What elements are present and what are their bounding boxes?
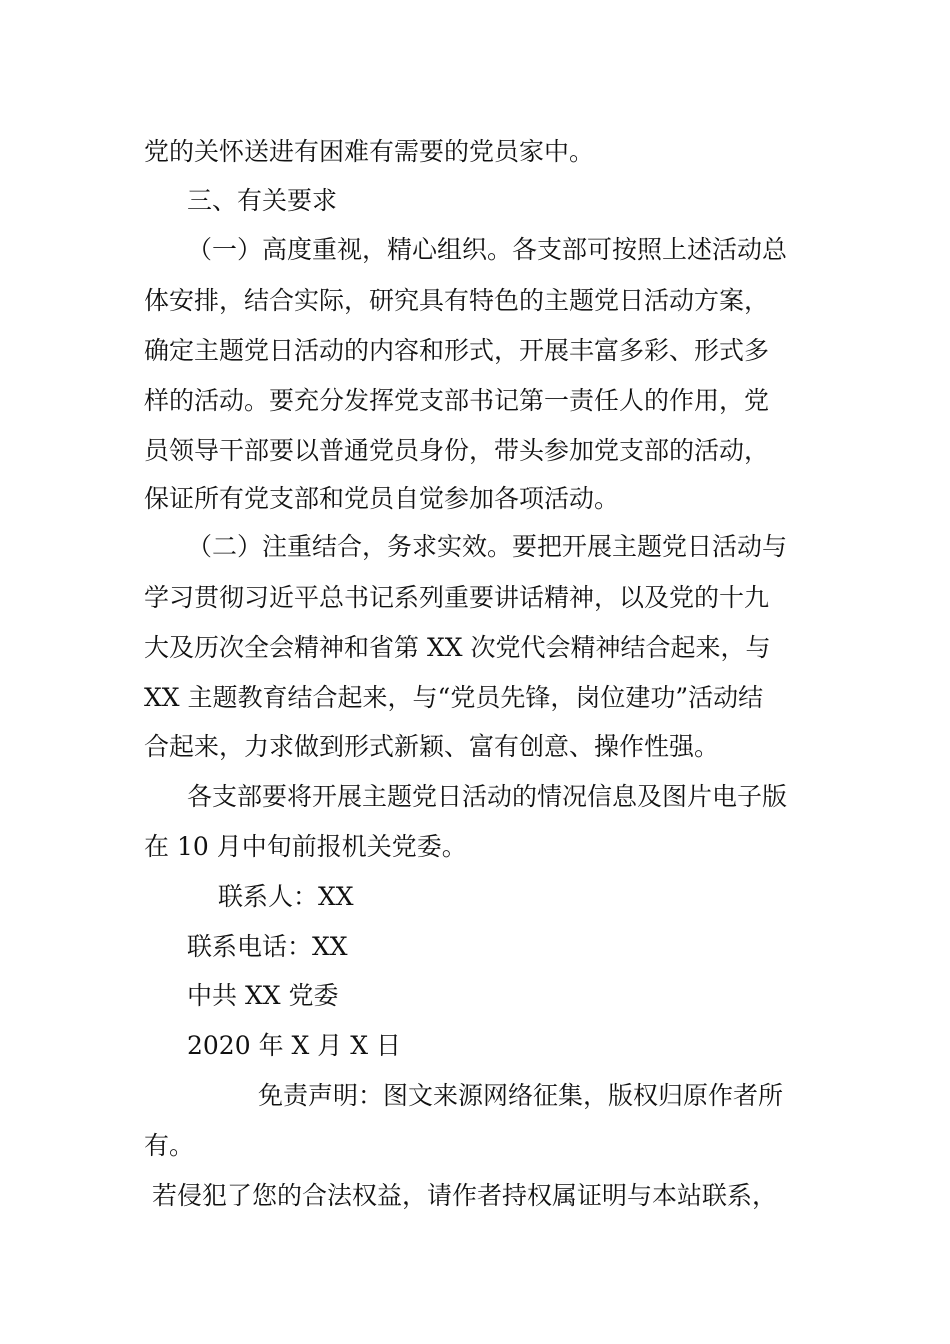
paragraph-line: XX 主题教育结合起来，与“党员先锋，岗位建功”活动结 xyxy=(144,683,764,712)
paragraph-line: 各支部要将开展主题党日活动的情况信息及图片电子版 xyxy=(187,782,788,811)
paragraph-line: 大及历次全会精神和省第 XX 次党代会精神结合起来，与 xyxy=(144,633,771,662)
paragraph-line: 员领导干部要以普通党员身份，带头参加党支部的活动， xyxy=(144,436,770,465)
paragraph-line: （一）高度重视，精心组织。各支部可按照上述活动总 xyxy=(187,235,788,264)
contact-phone: 联系电话：XX xyxy=(187,932,348,961)
paragraph-line: 体安排，结合实际，研究具有特色的主题党日活动方案， xyxy=(144,286,770,315)
paragraph-line: 学习贯彻习近平总书记系列重要讲话精神，以及党的十九 xyxy=(144,583,770,612)
paragraph-line: 确定主题党日活动的内容和形式，开展丰富多彩、形式多 xyxy=(144,336,770,365)
section-heading: 三、有关要求 xyxy=(187,186,338,215)
issue-date: 2020 年 X 月 X 日 xyxy=(187,1031,401,1060)
paragraph-line: 合起来，力求做到形式新颖、富有创意、操作性强。 xyxy=(144,732,720,761)
issuing-organization: 中共 XX 党委 xyxy=(187,981,339,1010)
disclaimer-line: 有。 xyxy=(144,1131,195,1160)
paragraph-line: （二）注重结合，务求实效。要把开展主题党日活动与 xyxy=(187,532,788,561)
disclaimer-line: 若侵犯了您的合法权益，请作者持权属证明与本站联系， xyxy=(152,1181,778,1210)
paragraph-line: 保证所有党支部和党员自觉参加各项活动。 xyxy=(144,484,620,513)
paragraph-line: 在 10 月中旬前报机关党委。 xyxy=(144,832,467,861)
disclaimer-line: 免责声明：图文来源网络征集，版权归原作者所 xyxy=(258,1081,784,1110)
contact-person: 联系人：XX xyxy=(218,882,354,911)
paragraph-line: 样的活动。要充分发挥党支部书记第一责任人的作用，党 xyxy=(144,386,770,415)
paragraph-line: 党的关怀送进有困难有需要的党员家中。 xyxy=(144,137,595,166)
